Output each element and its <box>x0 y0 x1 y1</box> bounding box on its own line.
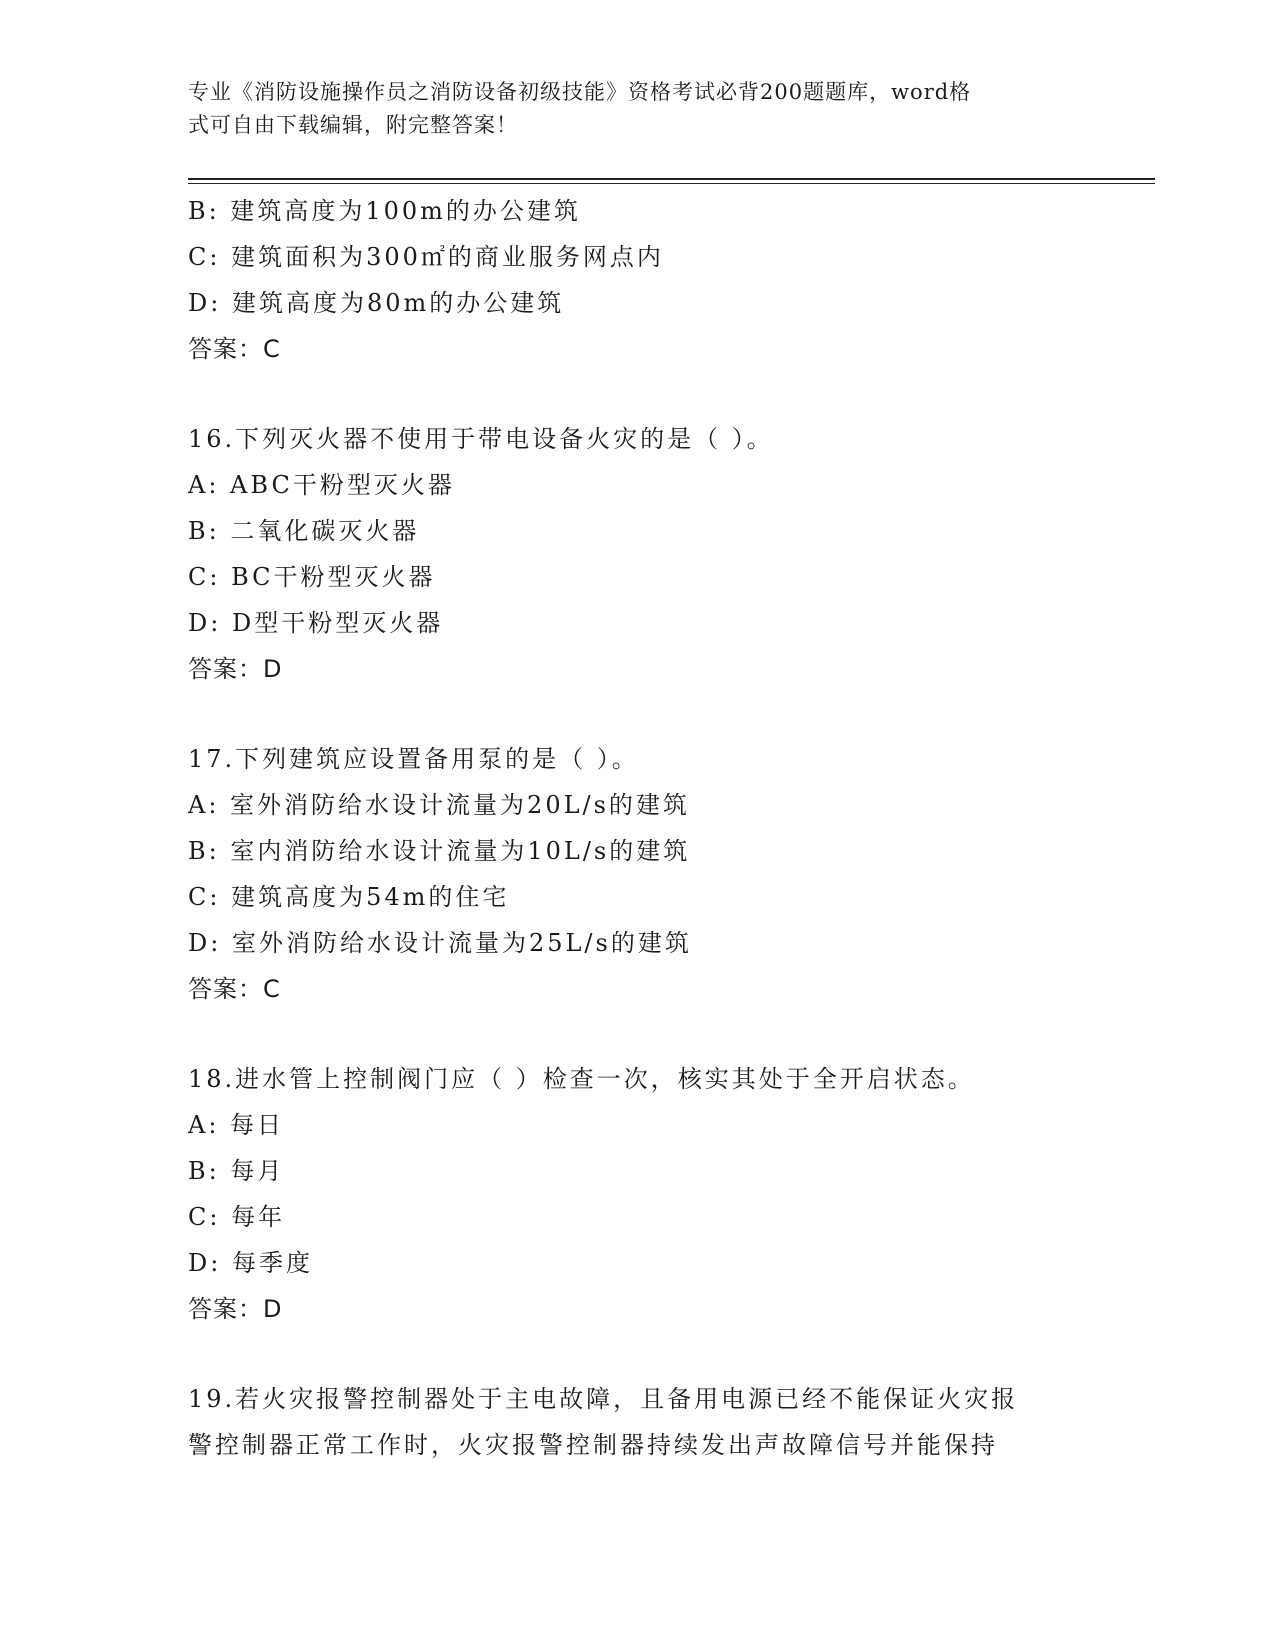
question-stem-line-2: 警控制器正常工作时，火灾报警控制器持续发出声故障信号并能保持 <box>188 1431 998 1459</box>
header-divider-thick <box>188 178 1155 180</box>
option-a: A: ABC干粉型灭火器 <box>188 471 455 499</box>
question-stem: 17.下列建筑应设置备用泵的是（ ）。 <box>188 745 639 773</box>
option-c: C: 建筑面积为300㎡的商业服务网点内 <box>188 243 664 271</box>
question-spacer <box>188 372 1155 416</box>
question-stem: 18.进水管上控制阀门应（ ）检查一次，核实其处于全开启状态。 <box>188 1065 975 1093</box>
question-spacer <box>188 1332 1155 1376</box>
answer: 答案：D <box>188 1295 283 1323</box>
option-d: D: D型干粉型灭火器 <box>188 609 444 637</box>
question-15-tail <box>188 188 1155 372</box>
document-header <box>188 76 1068 142</box>
question-spacer <box>188 692 1155 736</box>
option-b: B: 室内消防给水设计流量为10L/s的建筑 <box>188 837 691 865</box>
option-c: C: 每年 <box>188 1203 286 1231</box>
answer: 答案：C <box>188 975 281 1003</box>
question-19 <box>188 1376 1088 1468</box>
answer: 答案：D <box>188 655 283 683</box>
option-b: B: 每月 <box>188 1157 285 1185</box>
question-16 <box>188 416 1155 692</box>
header-divider-thin <box>188 183 1155 184</box>
answer: 答案：C <box>188 335 281 363</box>
header-line-1: 专业《消防设施操作员之消防设备初级技能》资格考试必背200题题库，word格 <box>188 80 972 104</box>
question-spacer <box>188 1012 1155 1056</box>
option-b: B: 建筑高度为100m的办公建筑 <box>188 197 581 225</box>
option-a: A: 室外消防给水设计流量为20L/s的建筑 <box>188 791 690 819</box>
question-17 <box>188 736 1155 1012</box>
question-content <box>188 188 1155 1468</box>
question-18 <box>188 1056 1155 1332</box>
question-stem-line-1: 19.若火灾报警控制器处于主电故障，且备用电源已经不能保证火灾报 <box>188 1385 1019 1413</box>
question-stem: 16.下列灭火器不使用于带电设备火灾的是（ ）。 <box>188 425 774 453</box>
option-d: D: 建筑高度为80m的办公建筑 <box>188 289 565 317</box>
option-a: A: 每日 <box>188 1111 285 1139</box>
option-b: B: 二氧化碳灭火器 <box>188 517 420 545</box>
option-c: C: 建筑高度为54m的住宅 <box>188 883 510 911</box>
option-c: C: BC干粉型灭火器 <box>188 563 436 591</box>
option-d: D: 室外消防给水设计流量为25L/s的建筑 <box>188 929 692 957</box>
header-line-2: 式可自由下载编辑，附完整答案！ <box>188 113 518 137</box>
option-d: D: 每季度 <box>188 1249 313 1277</box>
